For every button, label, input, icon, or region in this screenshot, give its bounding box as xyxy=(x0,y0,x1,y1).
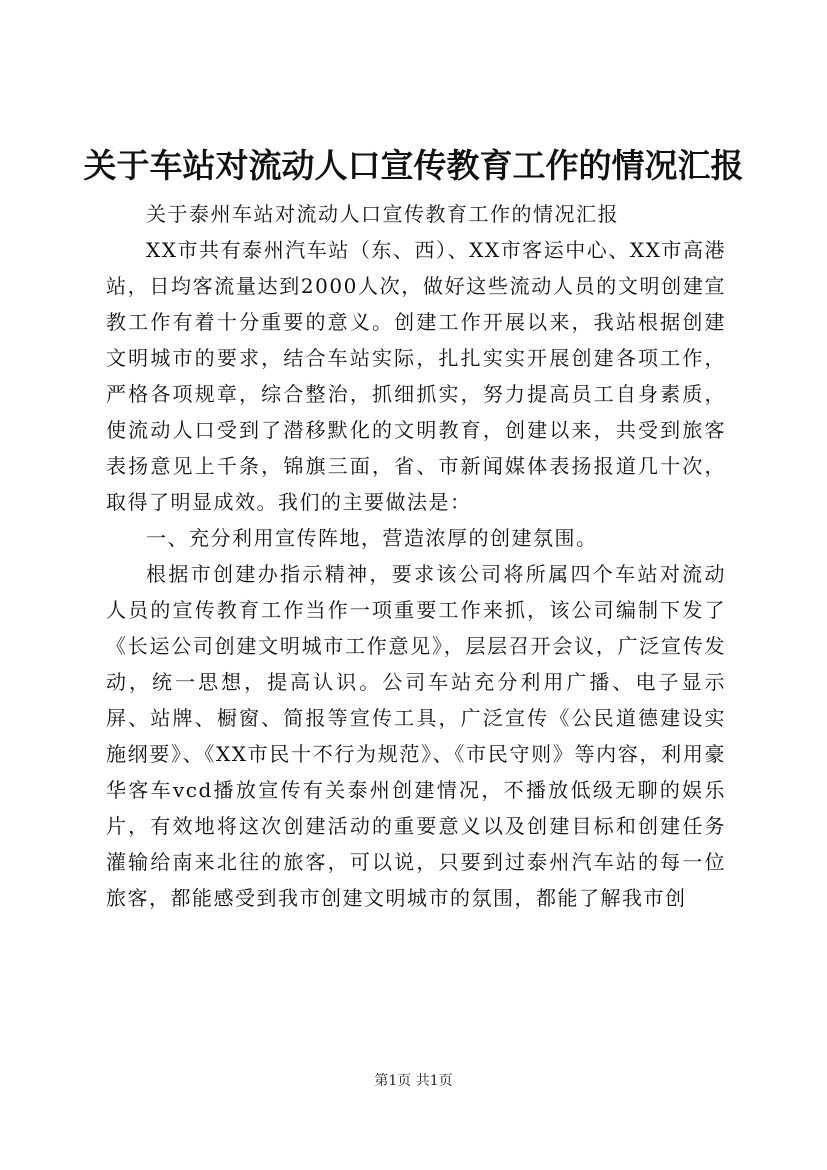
section-heading-paragraph: 一、充分利用宣传阵地，营造浓厚的创建氛围。 xyxy=(146,526,598,550)
page-footer: 第1页 共1页 xyxy=(374,1073,453,1089)
document-title: 关于车站对流动人口宣传教育工作的情况汇报 xyxy=(83,146,744,185)
section-body-paragraph: 根据市创建办指示精神，要求该公司将所属四个车站对流动人员的宣传教育工作当作一项重要工作来抓，该公司编制下发了《长运公司创建文明城市工作意见》，层层召开会议，广泛宣传发动，统一思想，提高认识。公司车站充分利用广播、电子显示屏、站牌、橱窗、简报等宣传工具，广泛宣传《公民道德建设实施纲要》、《XX市民十不行为规范》、《市民守则》等内容，利用豪华客车vcd播放宣传有关泰州创建情况，不播放低级无聊的娱乐片，有效地将这次创建活动的重要意义以及创建目标和创建任务灌输给南来北往的旅客，可以说，只要到过泰州汽车站的每一位旅客，都能感受到我市创建文明城市的氛围，都能了解我市创 xyxy=(106,562,726,910)
intro-paragraph: XX市共有泰州汽车站（东、西）、XX市客运中心、XX市高港站，日均客流量达到2000人次，做好这些流动人员的文明创建宣教工作有着十分重要的意义。创建工作开展以来，我站根据创建文明城市的要求，结合车站实际，扎扎实实开展创建各项工作，严格各项规章，综合整治，抓细抓实，努力提高员工自身素质，使流动人口受到了潜移默化的文明教育，创建以来，共受到旅客表扬意见上千条，锦旗三面，省、市新闻媒体表扬报道几十次，取得了明显成效。我们的主要做法是： xyxy=(106,238,726,514)
document-body xyxy=(106,196,726,916)
subtitle-paragraph: 关于泰州车站对流动人口宣传教育工作的情况汇报 xyxy=(146,202,619,226)
